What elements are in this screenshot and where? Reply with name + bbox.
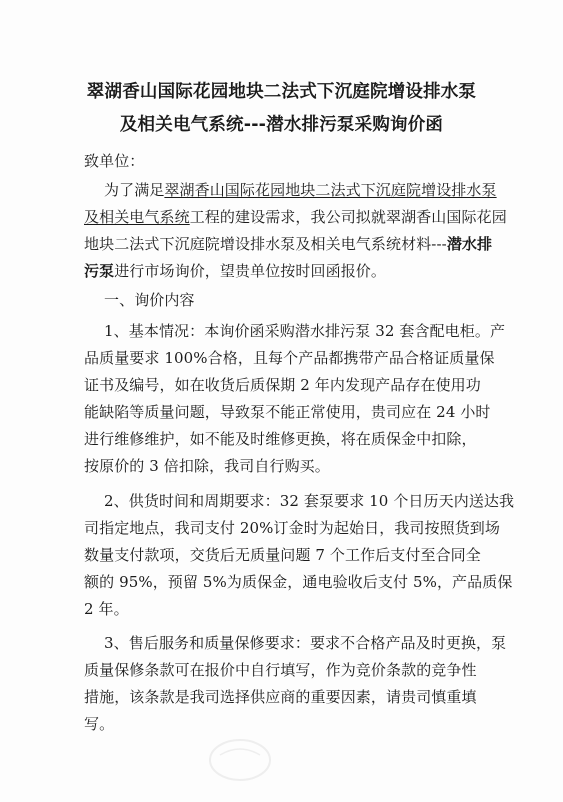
bold-product-name: 污泵 xyxy=(84,262,115,280)
item1-line-1: 1、基本情况：本询价函采购潜水排污泵 32 套含配电柜。产 xyxy=(104,322,506,340)
intro-line-2 xyxy=(84,208,507,226)
item3-line-3: 措施，该条款是我司选择供应商的重要因素，请贵司慎重填 xyxy=(84,688,477,706)
item1-line-3: 证书及编号，如在收货后质保期 2 年内发现产品存在使用功 xyxy=(84,376,481,394)
section-heading: 一、询价内容 xyxy=(104,291,195,309)
faint-stamp-mark xyxy=(205,735,275,785)
intro-text: 工程的建设需求，我公司拟就翠湖香山国际花园 xyxy=(189,208,507,226)
intro-text: 进行市场询价，望贵单位按时回函报价。 xyxy=(114,262,387,280)
item3-line-1: 3、售后服务和质量保修要求：要求不合格产品及时更换，泵 xyxy=(104,634,507,652)
intro-text: 为了满足 xyxy=(104,181,165,199)
item2-line-4: 额的 95%，预留 5%为质保金，通电验收后支付 5%，产品质保 xyxy=(84,573,513,591)
intro-line-1 xyxy=(104,181,497,199)
intro-text: 地块二法式下沉庭院增设排水泵及相关电气系统材料--- xyxy=(84,235,447,253)
salutation: 致单位： xyxy=(84,152,145,170)
item1-line-6: 按原价的 3 倍扣除，我司自行购买。 xyxy=(84,457,330,475)
document-title-line-1: 翠湖香山国际花园地块二法式下沉庭院增设排水泵 xyxy=(86,82,477,102)
item2-line-5: 2 年。 xyxy=(84,600,129,618)
intro-line-3 xyxy=(84,235,492,253)
project-name-underlined: 及相关电气系统 xyxy=(84,208,190,226)
item3-line-4: 写。 xyxy=(84,715,115,733)
item1-line-4: 能缺陷等质量问题，导致泵不能正常使用，贵司应在 24 小时 xyxy=(84,403,491,421)
project-name-underlined: 翠湖香山国际花园地块二法式下沉庭院增设排水泵 xyxy=(164,181,497,199)
intro-line-4 xyxy=(84,262,386,280)
item2-line-3: 数量支付款项，交货后无质量问题 7 个工作后支付至合同全 xyxy=(84,546,481,564)
item1-line-5: 进行维修维护，如不能及时维修更换，将在质保金中扣除， xyxy=(84,430,477,448)
item1-line-2: 品质量要求 100%合格，且每个产品都携带产品合格证质量保 xyxy=(84,349,495,367)
item3-line-2: 质量保修条款可在报价中自行填写，作为竞价条款的竞争性 xyxy=(84,661,477,679)
item2-line-1: 2、供货时间和周期要求：32 套泵要求 10 个日历天内送达我 xyxy=(104,492,515,510)
item2-line-2: 司指定地点，我司支付 20%订金时为起始日，我司按照货到场 xyxy=(84,519,501,537)
document-title-line-2: 及相关电气系统---潜水排污泵采购询价函 xyxy=(119,115,444,135)
bold-product-name: 潜水排 xyxy=(446,235,493,253)
